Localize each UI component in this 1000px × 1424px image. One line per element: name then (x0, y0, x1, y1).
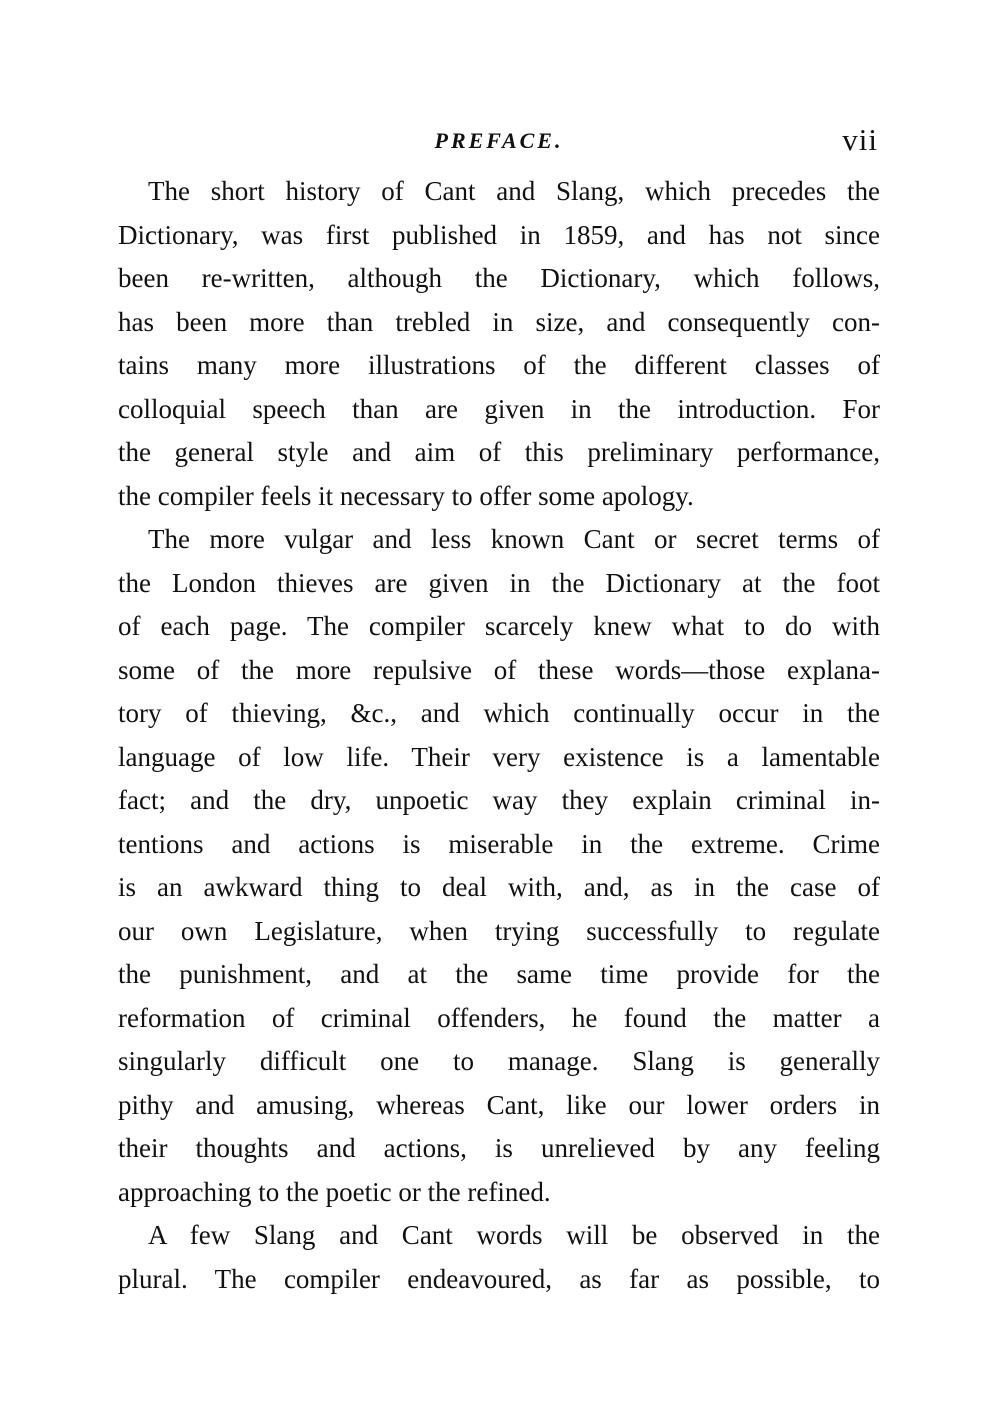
text-line: colloquial speech than are given in the introduction. For (118, 393, 880, 424)
text-line: some of the more repulsive of these words—those explana- (118, 654, 880, 685)
text-line: The more vulgar and less known Cant or secret terms of (148, 524, 880, 554)
running-title: PREFACE. (434, 128, 564, 153)
text-line: plural. The compiler endeavoured, as far as possible, to (118, 1263, 880, 1294)
text-line: the London thieves are given in the Dictionary at the foot (118, 567, 880, 598)
text-line: Dictionary, was first published in 1859, and has not since (118, 219, 880, 250)
body-text (118, 170, 880, 1301)
text-line: the compiler feels it necessary to offer some apology. (118, 480, 694, 511)
text-line: tains many more illustrations of the different classes of (118, 350, 880, 380)
text-line: fact; and the dry, unpoetic way they explain criminal in- (118, 785, 880, 815)
text-line: has been more than trebled in size, and consequently con- (118, 306, 880, 337)
text-line: approaching to the poetic or the refined. (118, 1176, 551, 1207)
text-line: their thoughts and actions, is unrelieved by any feeling (118, 1133, 880, 1163)
text-line: been re-written, although the Dictionary, which follows, (118, 263, 880, 293)
text-line: A few Slang and Cant words will be observed in the (148, 1220, 880, 1250)
text-line: singularly difficult one to manage. Slang is generally (118, 1046, 880, 1076)
text-line: tory of thieving, &c., and which continually occur in the (118, 698, 880, 728)
text-line: is an awkward thing to deal with, and, as in the case of (118, 872, 880, 902)
paragraph-3 (118, 1214, 880, 1301)
paragraph-2 (118, 518, 880, 1214)
text-line: The short history of Cant and Slang, which precedes the (148, 176, 880, 206)
text-line: reformation of criminal offenders, he found the matter a (118, 1002, 880, 1033)
text-line: language of low life. Their very existence is a lamentable (118, 741, 880, 772)
text-line: tentions and actions is miserable in the extreme. Crime (118, 828, 880, 859)
text-line: of each page. The compiler scarcely knew what to do with (118, 611, 880, 641)
text-line: the punishment, and at the same time provide for the (118, 959, 880, 989)
text-line: our own Legislature, when trying successfully to regulate (118, 915, 880, 946)
paragraph-1 (118, 170, 880, 518)
text-line: the general style and aim of this preliminary performance, (118, 437, 880, 467)
running-head (118, 118, 880, 168)
text-line: pithy and amusing, whereas Cant, like our lower orders in (118, 1089, 880, 1120)
page-number: vii (842, 122, 878, 157)
